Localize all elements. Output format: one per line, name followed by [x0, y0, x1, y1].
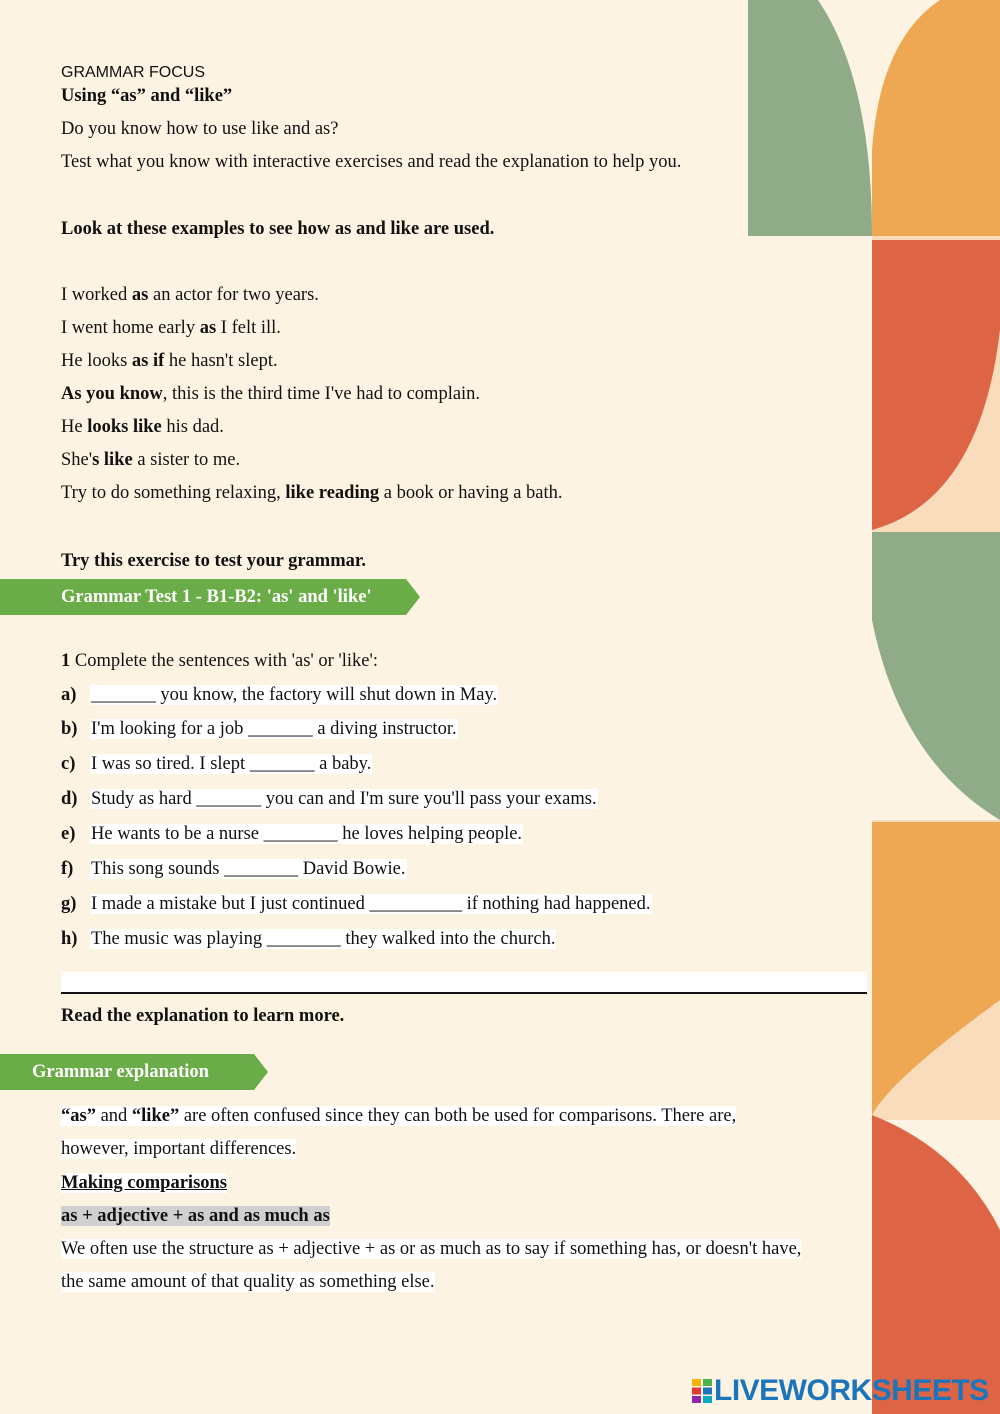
kicker: GRAMMAR FOCUS — [61, 64, 205, 81]
liveworksheets-logo — [692, 1374, 989, 1408]
example-item: As you know, this is the third time I've had to complain. — [61, 384, 481, 404]
logo-text: LIVEWORKSHEETS — [714, 1374, 989, 1407]
examples-heading: Look at these examples to see how as and like are used. — [61, 219, 495, 239]
explanation-paragraph-2-cont: the same amount of that quality as something else. — [61, 1272, 435, 1292]
explanation-banner-label: Grammar explanation — [32, 1062, 209, 1082]
structure-heading: as + adjective + as and as much as — [61, 1206, 330, 1226]
logo-blocks-icon — [692, 1379, 712, 1403]
example-item: Try to do something relaxing, like reading a book or having a bath. — [61, 483, 563, 503]
exercise-item-f[interactable]: f) This song sounds ________ David Bowie. — [61, 859, 406, 879]
exercise-item-e[interactable]: e) He wants to be a nurse ________ he loves helping people. — [61, 824, 523, 844]
example-item: He looks as if he hasn't slept. — [61, 351, 278, 371]
example-item: I went home early as I felt ill. — [61, 318, 281, 338]
explanation-paragraph-1-cont: however, important differences. — [61, 1139, 297, 1159]
exercise-item-a[interactable]: a) _______ you know, the factory will shut down in May. — [61, 685, 498, 705]
intro-line-1: Do you know how to use like and as? — [61, 119, 339, 139]
exercise-instruction: 1 Complete the sentences with 'as' or 'like': — [61, 651, 378, 671]
exercise-item-g[interactable]: g) I made a mistake but I just continued __________ if nothing had happened. — [61, 894, 651, 914]
explanation-paragraph-1: “as” and “like” are often confused since they can both be used for comparisons. There are, — [61, 1106, 737, 1126]
exercise-item-d[interactable]: d) Study as hard _______ you can and I'm sure you'll pass your exams. — [61, 789, 597, 809]
divider-rule — [61, 972, 867, 994]
exercise-item-b[interactable]: b) I'm looking for a job _______ a diving instructor. — [61, 719, 457, 739]
test-banner — [0, 579, 420, 615]
subheading: Making comparisons — [61, 1173, 228, 1193]
exercise-item-c[interactable]: c) I was so tired. I slept _______ a baby. — [61, 754, 372, 774]
page-title: Using “as” and “like” — [61, 86, 233, 106]
example-item: He looks like his dad. — [61, 417, 224, 437]
exercise-prompt: Try this exercise to test your grammar. — [61, 551, 367, 571]
explanation-paragraph-2: We often use the structure as + adjective + as or as much as to say if something has, or doesn't have, — [61, 1239, 802, 1259]
test-banner-label: Grammar Test 1 - B1-B2: 'as' and 'like' — [61, 587, 372, 607]
intro-line-2: Test what you know with interactive exercises and read the explanation to help you. — [61, 152, 682, 172]
exercise-item-h[interactable]: h) The music was playing ________ they walked into the church. — [61, 929, 556, 949]
example-item: She's like a sister to me. — [61, 450, 241, 470]
example-item: I worked as an actor for two years. — [61, 285, 319, 305]
explanation-banner — [0, 1054, 268, 1090]
explanation-prompt: Read the explanation to learn more. — [61, 1006, 345, 1026]
